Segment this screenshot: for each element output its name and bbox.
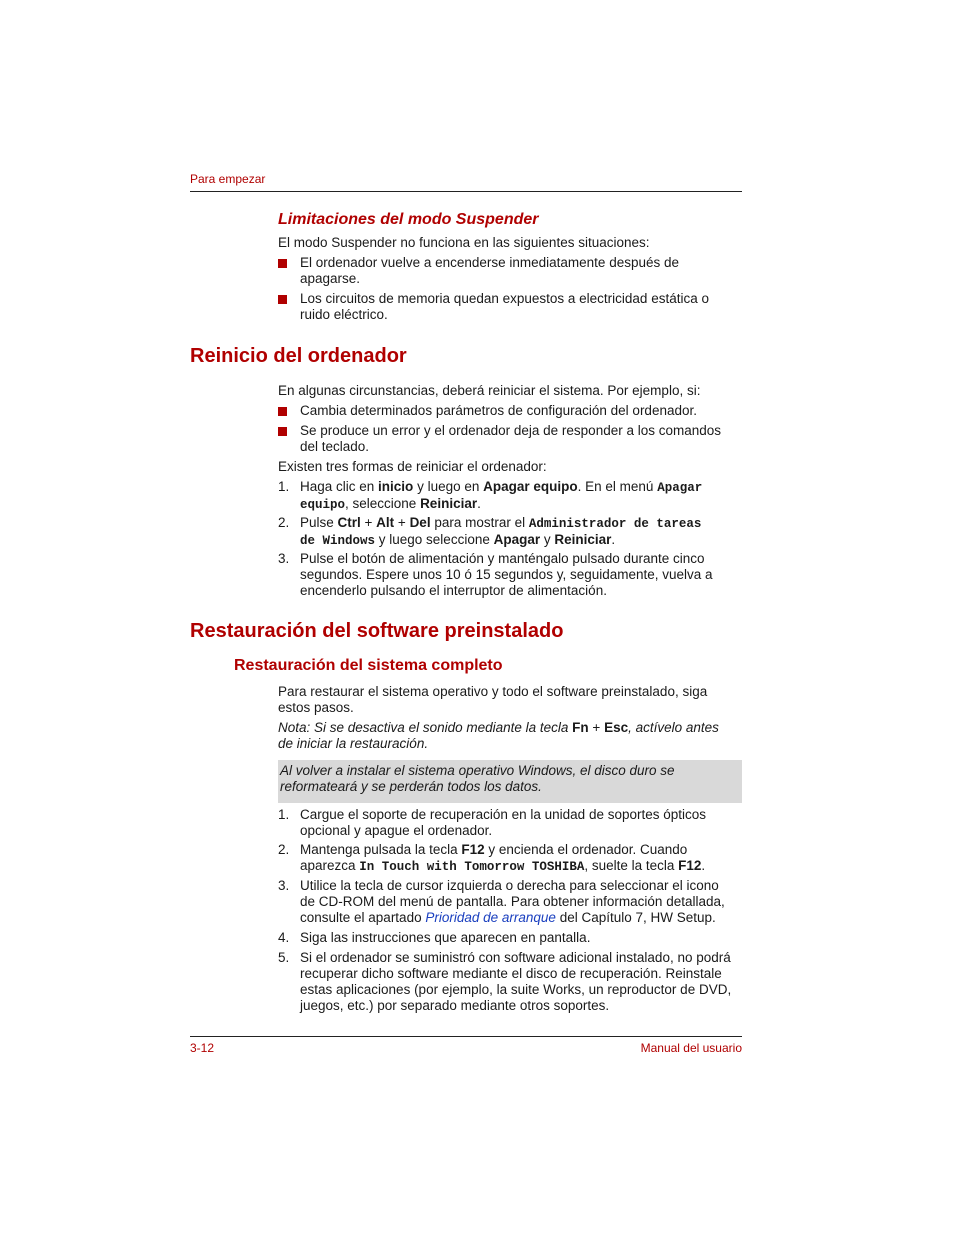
restart-ways-intro: Existen tres formas de reiniciar el ordenador: [278,459,547,474]
bullet-icon [278,427,287,436]
suspend-bullet-1: El ordenador vuelve a encenderse inmediatamente después de apagarse. [300,255,680,286]
footer-rule [190,1036,742,1037]
restart-intro: En algunas circunstancias, deberá reiniciar el sistema. Por ejemplo, si: [278,383,701,398]
running-header: Para empezar [190,172,266,186]
restart-step-2: Pulse Ctrl + Alt + Del para mostrar el Administrador de tareas de Windows y luego seleccione Apagar y Reiniciar. [300,515,702,548]
step-number: 5. [278,950,290,965]
step-number: 4. [278,930,290,945]
restore-step-5: Si el ordenador se suministró con software adicional instalado, no podrá recuperar dicho software mediante el disco de recuperación. Reinstale estas aplicaciones (por ejemplo, la suite Works, un reproductor de DVD, juegos, etc.) por separado mediante otros soportes. [300,950,732,1013]
heading-full-restore: Restauración del sistema completo [234,657,503,674]
footer-title: Manual del usuario [640,1041,742,1055]
step-number: 3. [278,878,290,893]
restore-note: Nota: Si se desactiva el sonido mediante la tecla Fn + Esc, actívelo antes de iniciar la restauración. [278,720,719,751]
step-number: 3. [278,551,290,566]
restart-bullet-1: Cambia determinados parámetros de configuración del ordenador. [300,403,697,418]
restore-step-4: Siga las instrucciones que aparecen en pantalla. [300,930,591,945]
restore-intro: Para restaurar el sistema operativo y todo el software preinstalado, siga estos pasos. [278,684,708,715]
heading-suspend-limits: Limitaciones del modo Suspender [278,211,539,228]
step-number: 2. [278,842,290,857]
bullet-icon [278,259,287,268]
link-boot-priority[interactable]: Prioridad de arranque [425,910,556,925]
suspend-intro: El modo Suspender no funciona en las siguientes situaciones: [278,235,650,250]
heading-restore: Restauración del software preinstalado [190,620,564,642]
step-number: 1. [278,479,290,494]
step-number: 1. [278,807,290,822]
page-number: 3-12 [190,1041,215,1055]
bullet-icon [278,407,287,416]
bullet-icon [278,295,287,304]
restore-step-3: Utilice la tecla de cursor izquierda o derecha para seleccionar el icono de CD-ROM del menú de pantalla. Para obtener información detallada, consulte el apartado Prioridad de arranque del Capítulo 7, HW Setup. [300,878,725,925]
warning-text: Al volver a instalar el sistema operativo Windows, el disco duro se reformateará y se perderán todos los datos. [280,763,675,794]
restart-bullet-2: Se produce un error y el ordenador deja de responder a los comandos del teclado. [300,423,722,454]
suspend-bullet-2: Los circuitos de memoria quedan expuestos a electricidad estática o ruido eléctrico. [300,291,709,322]
restore-step-1: Cargue el soporte de recuperación en la unidad de soportes ópticos opcional y apague el ordenador. [300,807,707,838]
restore-step-2: Mantenga pulsada la tecla F12 y encienda el ordenador. Cuando aparezca In Touch with Tomorrow TOSHIBA, suelte la tecla F12. [300,842,706,874]
restart-step-3: Pulse el botón de alimentación y manténgalo pulsado durante cinco segundos. Espere unos 10 ó 15 segundos y, seguidamente, vuelva a encenderlo pulsando el interruptor de alimentación. [300,551,713,598]
heading-restart: Reinicio del ordenador [190,345,407,367]
header-rule [190,191,742,192]
step-number: 2. [278,515,290,530]
restart-step-1: Haga clic en inicio y luego en Apagar equipo. En el menú Apagar equipo, seleccione Reiniciar. [300,479,703,512]
